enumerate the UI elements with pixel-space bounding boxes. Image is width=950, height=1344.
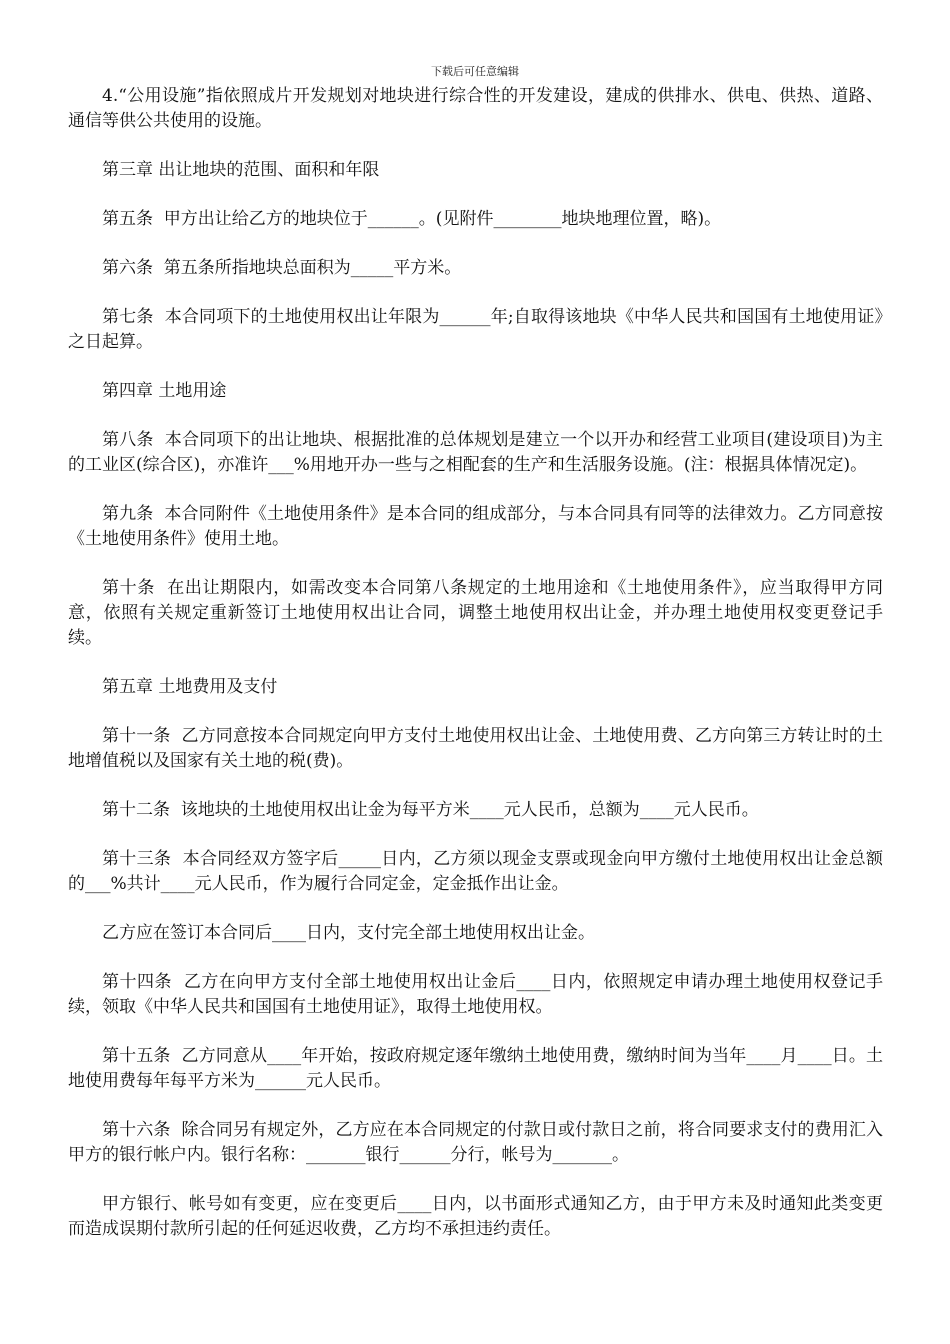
article-13-payment-deadline: 乙方应在签订本合同后____日内，支付完全部土地使用权出让金。 [102,923,595,943]
paragraph-public-facilities: 4.“公用设施”指依照成片开发规划对地块进行综合性的开发建设，建成的供排水、供电、供热、道路、通信等供公共使用的设施。 [68,86,883,131]
article-12: 第十二条 该地块的土地使用权出让金为每平方米____元人民币，总额为____元人民币。 [102,800,759,820]
article-11: 第十一条 乙方同意按本合同规定向甲方支付土地使用权出让金、土地使用费、乙方向第三方转让时的土地增值税以及国家有关土地的税(费)。 [68,726,883,771]
article-5: 第五条 甲方出让给乙方的地块位于______。(见附件________地块地理位置，略)。 [102,209,722,229]
article-15: 第十五条 乙方同意从____年开始，按政府规定逐年缴纳土地使用费，缴纳时间为当年____月____日。土地使用费每年每平方米为______元人民币。 [68,1046,883,1091]
document-body [68,84,883,1266]
article-13: 第十三条 本合同经双方签字后_____日内，乙方须以现金支票或现金向甲方缴付土地使用权出让金总额的___%共计____元人民币，作为履行合同定金，定金抵作出让金。 [68,849,883,894]
article-6: 第六条 第五条所指地块总面积为_____平方米。 [102,258,462,278]
chapter-heading-4: 第四章 土地用途 [102,381,227,401]
page-header-note: 下载后可任意编辑 [431,65,519,78]
article-16: 第十六条 除合同另有规定外，乙方应在本合同规定的付款日或付款日之前，将合同要求支付的费用汇入甲方的银行帐户内。银行名称：_______银行______分行，帐号为_______。 [68,1120,883,1165]
chapter-heading-3: 第三章 出让地块的范围、面积和年限 [102,160,380,180]
article-14: 第十四条 乙方在向甲方支付全部土地使用权出让金后____日内，依照规定申请办理土地使用权登记手续，领取《中华人民共和国国有土地使用证》，取得土地使用权。 [68,972,883,1017]
article-10: 第十条 在出让期限内，如需改变本合同第八条规定的土地用途和《土地使用条件》，应当取得甲方同意，依照有关规定重新签订土地使用权出让合同，调整土地使用权出让金，并办理土地使用权变更登记手续。 [68,578,883,648]
article-8: 第八条 本合同项下的出让地块、根据批准的总体规划是建立一个以开办和经营工业项目(建设项目)为主的工业区(综合区)，亦准许___%用地开办一些与之相配套的生产和生活服务设施。(注：根据具体情况定)。 [68,430,883,475]
article-16-bank-change: 甲方银行、帐号如有变更，应在变更后____日内，以书面形式通知乙方，由于甲方未及时通知此类变更而造成误期付款所引起的任何延迟收费，乙方均不承担违约责任。 [68,1194,883,1239]
article-7: 第七条 本合同项下的土地使用权出让年限为______年;自取得该地块《中华人民共和国国有土地使用证》之日起算。 [68,307,883,352]
chapter-heading-5: 第五章 土地费用及支付 [102,677,278,697]
article-9: 第九条 本合同附件《土地使用条件》是本合同的组成部分，与本合同具有同等的法律效力。乙方同意按《土地使用条件》使用土地。 [68,504,883,549]
